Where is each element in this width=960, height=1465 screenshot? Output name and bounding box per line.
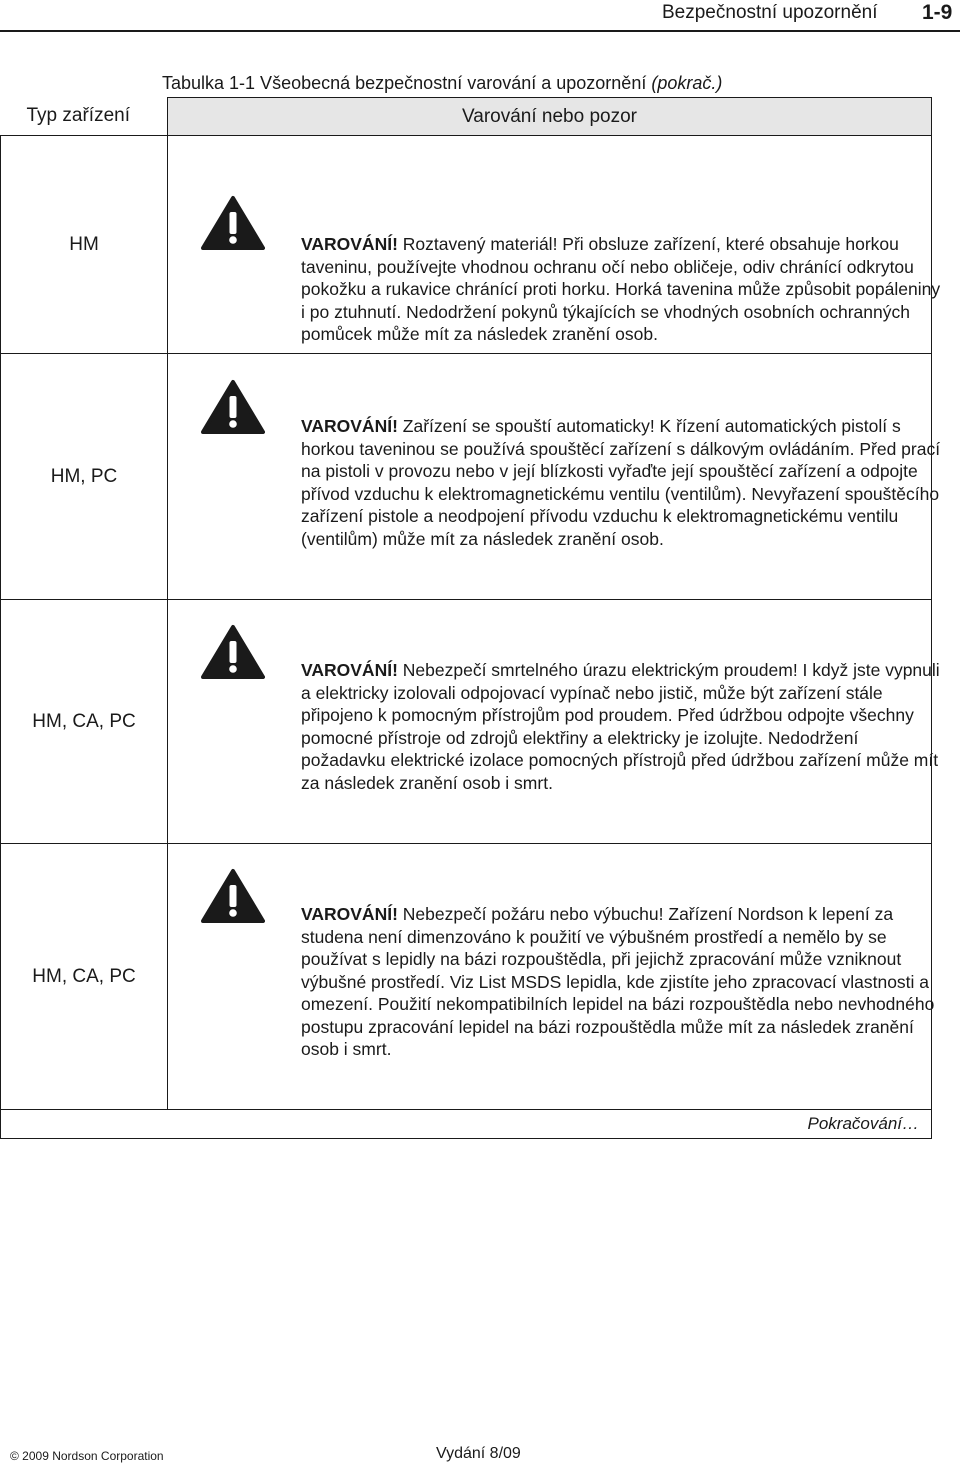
safety-table [0, 97, 941, 1139]
warning-label: VAROVÁNÍ! [301, 234, 398, 254]
warning-cell [168, 844, 935, 1110]
warning-text [301, 659, 941, 794]
warning-body: Zařízení se spouští automaticky! K řízení automatických pistolí s horkou taveninou se používá spouštěcí zařízení s dálkovým ovládáním. Před prací na pistoli v provozu nebo v její blízkosti vyřaďte její spouštěcí zařízení a odpojte přívod vzduchu k elektromagnetickému ventilu (ventilům). Nevyřazení spouštěcího zařízení pistole a neodpojení přívodu vzduchu k elektromagnetickému ventilu (ventilům) může mít za následek zranění osob. [301, 416, 941, 549]
warning-cell [168, 354, 941, 600]
footer-copyright: © 2009 Nordson Corporation [10, 1449, 164, 1463]
warning-cell [168, 600, 940, 844]
footer-edition: Vydání 8/09 [436, 1445, 521, 1462]
page-number: 1-9 [922, 1, 953, 24]
warning-body: Nebezpečí smrtelného úrazu elektrickým proudem! I když jste vypnuli a elektricky izolovali odpojovací vypínač nebo jistič, může být zařízení stále připojeno k pomocným přístrojům pod proudem. Před údržbou odpojte všechny pomocné přístroje od zdrojů elektřiny a elektricky je izolujte. Nedodržení požadavku elektrické izolace pomocných přístrojů před údržbou zařízení může mít za následek zranění osob i smrt. [301, 660, 940, 793]
caption-continued: (pokrač.) [651, 73, 723, 93]
table-row [1, 136, 932, 354]
header-rule [0, 30, 960, 32]
warning-text [301, 903, 941, 1061]
warning-triangle-icon [201, 868, 265, 924]
warning-triangle-icon [201, 195, 265, 251]
warning-text [301, 415, 941, 550]
page-header-title: Bezpečnostní upozornění [662, 2, 878, 23]
table-caption [162, 71, 722, 95]
column-header-type: Typ zařízení [1, 98, 168, 136]
warning-triangle-icon [201, 624, 265, 680]
warning-body: Roztavený materiál! Při obsluze zařízení, které obsahuje horkou taveninu, používejte vhodnou ochranu očí nebo obličeje, odiv chránící odkrytou pokožku a rukavice chránící proti horku. Horká tavenina může způsobit popáleniny i po ztuhnutí. Nedodržení pokynů týkajících se vhodných osobních ochranných pomůcek může mít za následek zranění osob. [301, 234, 941, 344]
equipment-type: HM [1, 136, 168, 354]
continued-row [1, 1110, 932, 1139]
table-row [1, 354, 932, 600]
continued-label: Pokračování… [1, 1110, 932, 1139]
warning-triangle-icon [201, 379, 265, 435]
warning-text [301, 233, 941, 346]
table-row [1, 600, 932, 844]
equipment-type: HM, PC [1, 354, 168, 600]
warning-body: Nebezpečí požáru nebo výbuchu! Zařízení Nordson k lepení za studena není dimenzováno k použití ve výbušném prostředí a nemělo by se používat s lepidly na bázi rozpouštědla, při jejichž zpracování může vzniknout výbušné prostředí. Viz List MSDS lepidla, kde zjistíte jeho zpracovací vlastnosti a omezení. Použití nekompatibilních lepidel na bázi rozpouštědla nebo nevhodného postupu zpracování lepidel na bázi rozpouštědla může mít za následek zranění osob i smrt. [301, 904, 935, 1059]
equipment-type: HM, CA, PC [1, 600, 168, 844]
warning-cell [168, 136, 941, 354]
table-row [1, 844, 932, 1110]
warning-label: VAROVÁNÍ! [301, 660, 398, 680]
equipment-type: HM, CA, PC [1, 844, 168, 1110]
warning-label: VAROVÁNÍ! [301, 904, 398, 924]
caption-main: Tabulka 1-1 Všeobecná bezpečnostní varování a upozornění [162, 73, 652, 93]
warning-label: VAROVÁNÍ! [301, 416, 398, 436]
column-header-warning: Varování nebo pozor [168, 98, 932, 136]
